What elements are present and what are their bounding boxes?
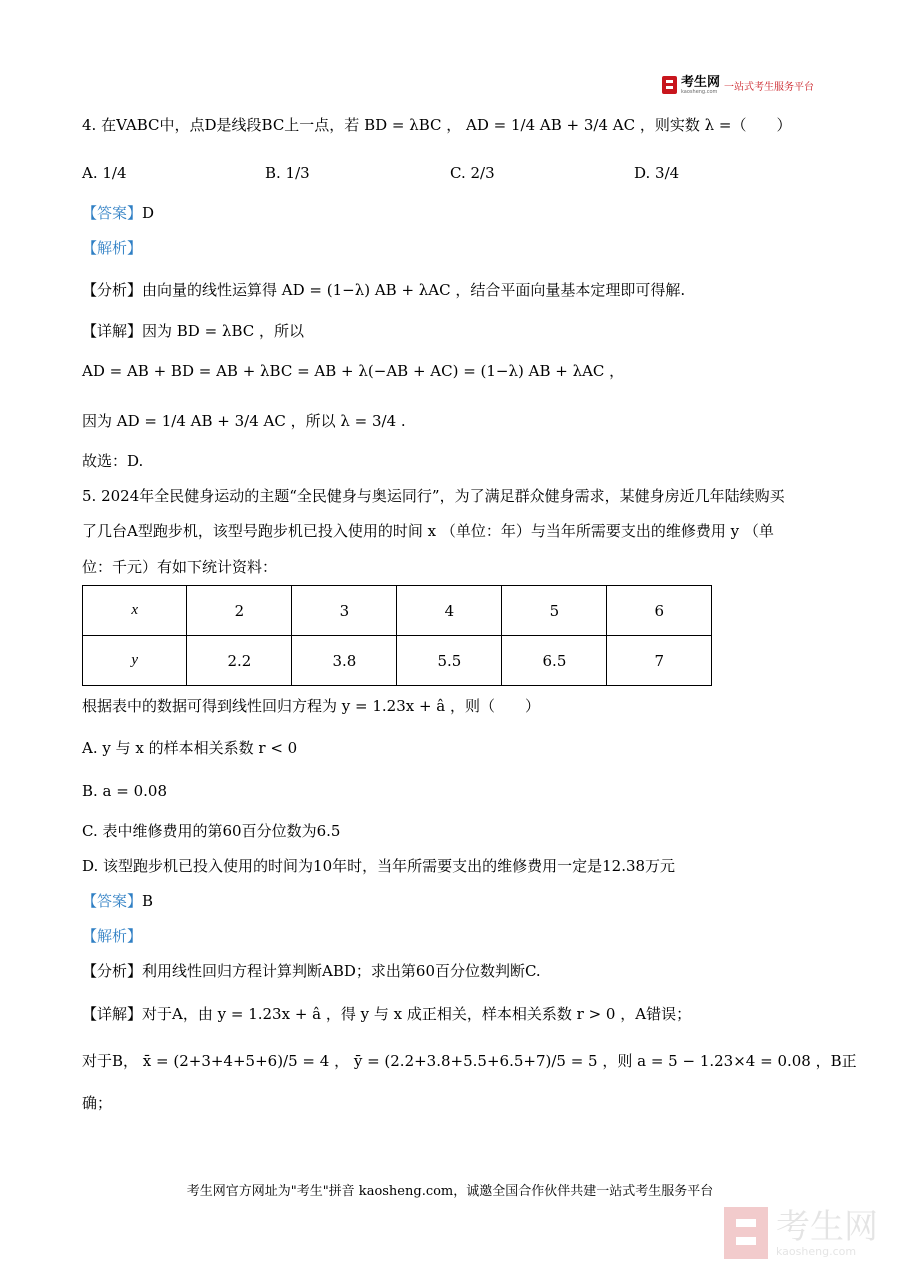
table-cell: 3 — [292, 586, 397, 636]
table-cell: 5.5 — [397, 636, 502, 686]
q4-xiangjie-1 — [82, 320, 304, 342]
q4-analysis-tag: 【解析】 — [82, 239, 143, 257]
fenxi-text: 利用线性回归方程计算判断ABD；求出第60百分位数判断C. — [142, 962, 541, 980]
header-slogan: 一站式考生服务平台 — [724, 81, 814, 93]
q4-fenxi — [82, 279, 685, 301]
q5-xiangjie-2: 对于B， x̄ = (2+3+4+5+6)/5 = 4 ， ȳ = (2.2+3.8+5.5+6.5+7)/5 = 5 ，则 a = 5 − 1.23×4 = 0.08 ，B正 — [82, 1052, 857, 1070]
table-cell: 2.2 — [187, 636, 292, 686]
table-cell: 5 — [502, 586, 607, 636]
xiangjie-tag: 【详解】 — [82, 322, 143, 340]
q5-stem-2: 了几台A型跑步机，该型号跑步机已投入使用的时间 x （单位：年）与当年所需要支出的维修费用 y （单 — [82, 522, 774, 540]
table-row-x — [83, 586, 712, 636]
table-cell: 6 — [607, 586, 712, 636]
table-cell: 7 — [607, 636, 712, 686]
fenxi-tag: 【分析】 — [82, 281, 143, 299]
header-logo — [662, 74, 814, 96]
q5-analysis-tag: 【解析】 — [82, 927, 143, 945]
q5-fenxi — [82, 960, 541, 982]
logo-domain: kaosheng.com — [680, 88, 718, 95]
xiangjie-text: 因为 BD = λBC ，所以 — [142, 322, 304, 340]
logo-text: 考生网 — [680, 74, 720, 90]
page-footer: 考生网官方网址为"考生"拼音 kaosheng.com，诚邀全国合作伙伴共建一站式考生服务平台 — [186, 1184, 714, 1199]
answer-tag: 【答案】 — [82, 892, 143, 910]
q5-xiangjie-1 — [82, 1003, 691, 1025]
q5-xiangjie-3: 确； — [82, 1094, 113, 1112]
table-cell: 3.8 — [292, 636, 397, 686]
table-cell: 4 — [397, 586, 502, 636]
q4-option-d: D. 3/4 — [634, 164, 680, 182]
xiangjie-text: 对于A，由 y = 1.23x + â ，得 y 与 x 成正相关，样本相关系数 r > 0 ，A错误； — [142, 1005, 692, 1023]
answer-value: B — [142, 892, 154, 910]
q4-option-a: A. 1/4 — [82, 164, 127, 182]
q5-option-b: B. a = 0.08 — [82, 782, 168, 800]
q4-answer — [82, 202, 154, 224]
table-cell: y — [83, 636, 187, 686]
fenxi-text: 由向量的线性运算得 AD = (1−λ) AB + λAC ，结合平面向量基本定理即可得解. — [142, 281, 686, 299]
q5-stem-3: 位：千元）有如下统计资料： — [82, 558, 278, 576]
fenxi-tag: 【分析】 — [82, 962, 143, 980]
table-cell: 2 — [187, 586, 292, 636]
q5-answer — [82, 890, 153, 912]
xiangjie-tag: 【详解】 — [82, 1005, 143, 1023]
watermark-logo-icon — [724, 1207, 768, 1259]
stats-table — [82, 585, 712, 686]
table-row-y — [83, 636, 712, 686]
q4-stem: 4. 在VABC中，点D是线段BC上一点，若 BD = λBC ， AD = 1/4 AB + 3/4 AC ，则实数 λ =（ ） — [82, 116, 792, 134]
q5-stem-1: 5. 2024年全民健身运动的主题“全民健身与奥运同行”，为了满足群众健身需求，某健身房近几年陆续购买 — [82, 487, 785, 505]
watermark-domain: kaosheng.com — [776, 1244, 857, 1258]
q4-option-b: B. 1/3 — [265, 164, 310, 182]
q5-after-table: 根据表中的数据可得到线性回归方程为 y = 1.23x + â ，则（ ） — [82, 697, 541, 715]
watermark — [724, 1207, 878, 1259]
table-cell: 6.5 — [502, 636, 607, 686]
q4-xiangjie-2: AD = AB + BD = AB + λBC = AB + λ(−AB + AC) = (1−λ) AB + λAC ， — [82, 362, 625, 380]
q5-option-d: D. 该型跑步机已投入使用的时间为10年时，当年所需要支出的维修费用一定是12.38万元 — [82, 857, 676, 875]
answer-tag: 【答案】 — [82, 204, 143, 222]
q4-xiangjie-3: 因为 AD = 1/4 AB + 3/4 AC ，所以 λ = 3/4 . — [82, 412, 406, 430]
watermark-text: 考生网 — [776, 1206, 878, 1247]
logo-mark-icon — [662, 76, 677, 94]
q5-option-a: A. y 与 x 的样本相关系数 r < 0 — [82, 739, 298, 757]
answer-value: D — [142, 204, 155, 222]
q5-option-c: C. 表中维修费用的第60百分位数为6.5 — [82, 822, 341, 840]
table-cell: x — [83, 586, 187, 636]
q4-option-c: C. 2/3 — [450, 164, 495, 182]
q4-choose: 故选：D. — [82, 452, 144, 470]
